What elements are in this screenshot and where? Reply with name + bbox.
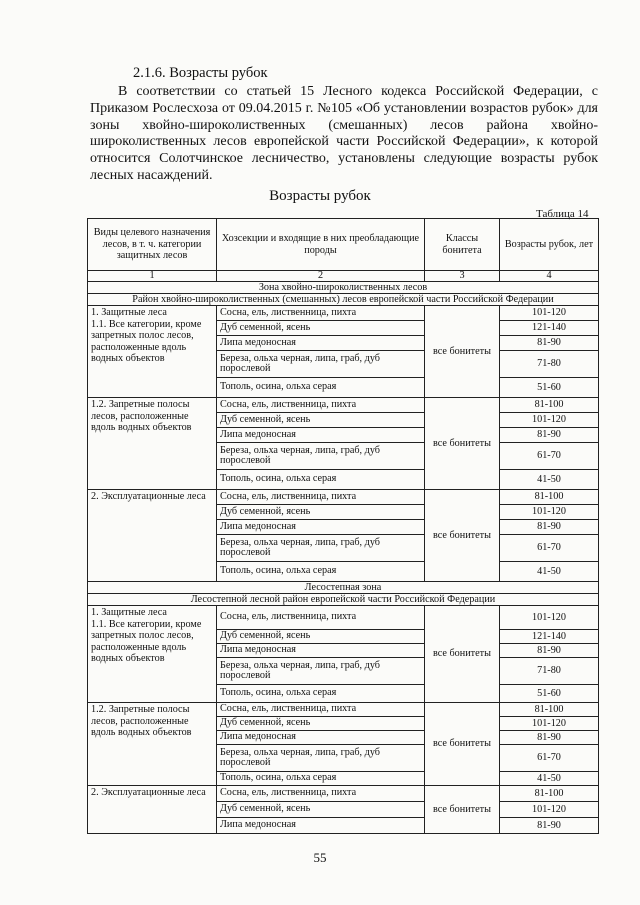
bonitet-cell: все бонитеты — [425, 606, 500, 703]
species-cell: Сосна, ель, лиственница, пихта — [217, 703, 425, 717]
cutting-age-cell: 51-60 — [500, 685, 599, 703]
species-cell: Липа медоносная — [217, 818, 425, 834]
cutting-age-cell: 81-90 — [500, 520, 599, 535]
species-cell: Береза, ольха черная, липа, граб, дуб порослевой — [217, 658, 425, 685]
col-number: 3 — [425, 271, 500, 282]
cutting-age-cell: 51-60 — [500, 378, 599, 398]
bonitet-cell: все бонитеты — [425, 703, 500, 786]
species-cell: Тополь, осина, ольха серая — [217, 378, 425, 398]
table-row — [88, 606, 599, 630]
cutting-age-cell: 101-120 — [500, 606, 599, 630]
bonitet-cell: все бонитеты — [425, 306, 500, 398]
species-cell: Дуб семенной, ясень — [217, 717, 425, 731]
page-number: 55 — [313, 850, 327, 865]
col-header-species: Хозсекции и входящие в них преобладающие породы — [217, 219, 425, 271]
table-row — [88, 398, 599, 413]
species-cell: Тополь, осина, ольха серая — [217, 685, 425, 703]
species-cell: Тополь, осина, ольха серая — [217, 772, 425, 786]
species-cell: Липа медоносная — [217, 428, 425, 443]
table-row — [88, 703, 599, 717]
purpose-category-cell: 1.2. Запретные полосы лесов, расположенные вдоль водных объектов — [88, 398, 217, 490]
species-cell: Береза, ольха черная, липа, граб, дуб порослевой — [217, 745, 425, 772]
bonitet-cell: все бонитеты — [425, 398, 500, 490]
cutting-age-cell: 101-120 — [500, 717, 599, 731]
species-cell: Береза, ольха черная, липа, граб, дуб порослевой — [217, 351, 425, 378]
table-label: Таблица 14 — [536, 208, 589, 220]
purpose-category-cell: 1. Защитные леса 1.1. Все категории, кроме запретных полос лесов, расположенные вдоль водных объектов — [88, 606, 217, 703]
col-header-purpose: Виды целевого назначения лесов, в т. ч. категории защитных лесов — [88, 219, 217, 271]
species-cell: Береза, ольха черная, липа, граб, дуб порослевой — [217, 535, 425, 562]
col-number: 2 — [217, 271, 425, 282]
table-row — [88, 786, 599, 802]
species-cell: Сосна, ель, лиственница, пихта — [217, 398, 425, 413]
cutting-age-cell: 81-100 — [500, 398, 599, 413]
species-cell: Дуб семенной, ясень — [217, 802, 425, 818]
cutting-age-cell: 81-90 — [500, 731, 599, 745]
cutting-ages-table — [87, 218, 599, 834]
cutting-age-cell: 81-90 — [500, 818, 599, 834]
cutting-age-cell: 81-90 — [500, 428, 599, 443]
cutting-age-cell: 81-100 — [500, 786, 599, 802]
cutting-age-cell: 81-100 — [500, 490, 599, 505]
cutting-age-cell: 101-120 — [500, 802, 599, 818]
zone-title: Зона хвойно-широколиственных лесов — [88, 282, 599, 294]
table-row — [88, 306, 599, 321]
purpose-category-cell: 2. Эксплуатационные леса — [88, 786, 217, 834]
cutting-age-cell: 71-80 — [500, 658, 599, 685]
species-cell: Тополь, осина, ольха серая — [217, 470, 425, 490]
cutting-age-cell: 61-70 — [500, 745, 599, 772]
col-number: 4 — [500, 271, 599, 282]
cutting-age-cell: 121-140 — [500, 321, 599, 336]
cutting-age-cell: 41-50 — [500, 470, 599, 490]
cutting-age-cell: 41-50 — [500, 562, 599, 582]
species-cell: Дуб семенной, ясень — [217, 505, 425, 520]
col-number: 1 — [88, 271, 217, 282]
species-cell: Дуб семенной, ясень — [217, 321, 425, 336]
section-heading: 2.1.6. Возрасты рубок — [133, 65, 268, 81]
species-cell: Сосна, ель, лиственница, пихта — [217, 490, 425, 505]
species-cell: Липа медоносная — [217, 336, 425, 351]
cutting-age-cell: 101-120 — [500, 306, 599, 321]
cutting-age-cell: 101-120 — [500, 413, 599, 428]
species-cell: Тополь, осина, ольха серая — [217, 562, 425, 582]
cutting-age-cell: 81-90 — [500, 336, 599, 351]
region-title: Район хвойно-широколиственных (смешанных) лесов европейской части Российской Федерации — [88, 294, 599, 306]
region-title: Лесостепной лесной район европейской части Российской Федерации — [88, 594, 599, 606]
zone-title: Лесостепная зона — [88, 582, 599, 594]
cutting-age-cell: 61-70 — [500, 443, 599, 470]
species-cell: Береза, ольха черная, липа, граб, дуб порослевой — [217, 443, 425, 470]
cutting-age-cell: 41-50 — [500, 772, 599, 786]
species-cell: Липа медоносная — [217, 731, 425, 745]
purpose-category-cell: 1.2. Запретные полосы лесов, расположенные вдоль водных объектов — [88, 703, 217, 786]
species-cell: Сосна, ель, лиственница, пихта — [217, 786, 425, 802]
species-cell: Сосна, ель, лиственница, пихта — [217, 606, 425, 630]
bonitet-cell: все бонитеты — [425, 490, 500, 582]
table-caption: Возрасты рубок — [269, 188, 371, 204]
cutting-age-cell: 61-70 — [500, 535, 599, 562]
col-header-age: Возрасты рубок, лет — [500, 219, 599, 271]
cutting-age-cell: 71-80 — [500, 351, 599, 378]
cutting-age-cell: 121-140 — [500, 630, 599, 644]
bonitet-cell: все бонитеты — [425, 786, 500, 834]
cutting-age-cell: 81-100 — [500, 703, 599, 717]
table-row — [88, 490, 599, 505]
col-header-bonitet: Классы бонитета — [425, 219, 500, 271]
cutting-age-cell: 81-90 — [500, 644, 599, 658]
purpose-category-cell: 2. Эксплуатационные леса — [88, 490, 217, 582]
species-cell: Дуб семенной, ясень — [217, 630, 425, 644]
intro-paragraph: В соответствии со статьей 15 Лесного кодекса Российской Федерации, с Приказом Рослесхоза от 09.04.2015 г. №105 «Об установлении возрастов рубок» для зоны хвойно-широколиственных (смешанных) лесов района хвойно-широколиственных лесов европейской части Российской Федерации», к которой относится Солотчинское лесничество, установлены следующие возрасты рубок лесных насаждений. — [90, 84, 598, 183]
species-cell: Сосна, ель, лиственница, пихта — [217, 306, 425, 321]
cutting-age-cell: 101-120 — [500, 505, 599, 520]
purpose-category-cell: 1. Защитные леса 1.1. Все категории, кроме запретных полос лесов, расположенные вдоль водных объектов — [88, 306, 217, 398]
species-cell: Липа медоносная — [217, 520, 425, 535]
species-cell: Липа медоносная — [217, 644, 425, 658]
species-cell: Дуб семенной, ясень — [217, 413, 425, 428]
